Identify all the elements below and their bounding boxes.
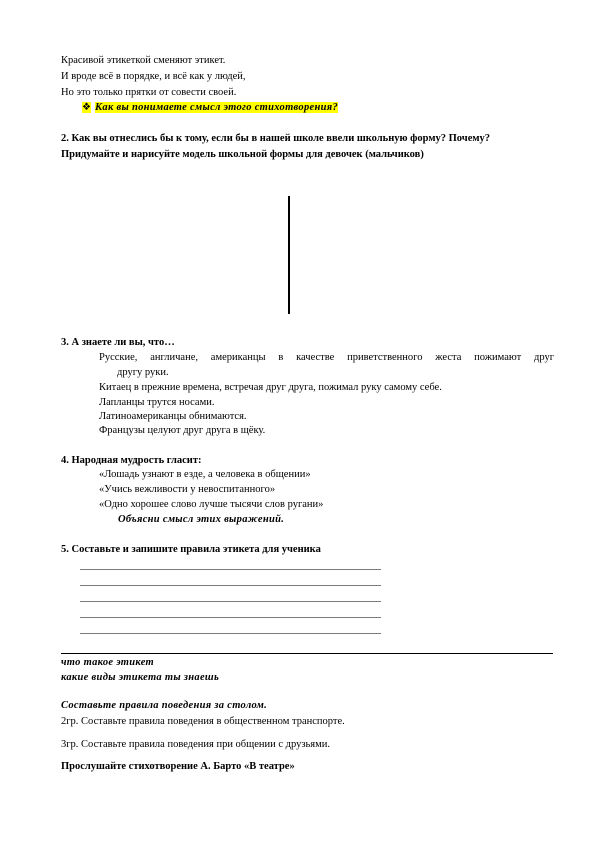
group-2-task: 2гр. Составьте правила поведения в общественном транспорте. xyxy=(61,716,345,727)
q4-title: 4. Народная мудрость гласит: xyxy=(61,455,202,466)
poem-line-3: Но это только прятки от совести своей. xyxy=(61,87,237,98)
poem-question xyxy=(82,102,338,114)
q3-fact-1b: другу руки. xyxy=(117,367,169,378)
answer-line-4[interactable] xyxy=(80,617,381,618)
q4-saying-3: «Одно хорошее слово лучше тысячи слов ругани» xyxy=(99,499,324,510)
answer-line-1[interactable] xyxy=(80,569,381,570)
final-instruction: Прослушайте стихотворение А. Барто «В театре» xyxy=(61,761,295,772)
q4-saying-1: «Лошадь узнают в езде, а человека в общении» xyxy=(99,469,311,480)
poem-question-text: Как вы понимаете смысл этого стихотворения? xyxy=(94,102,339,113)
poem-line-2: И вроде всё в порядке, и всё как у людей, xyxy=(61,71,246,82)
answer-line-5[interactable] xyxy=(80,633,381,634)
q4-task: Объясни смысл этих выражений. xyxy=(118,514,285,525)
answer-line-3[interactable] xyxy=(80,601,381,602)
q3-fact-1a: Русские, англичане, американцы в качестве приветственного жеста пожимают друг xyxy=(99,352,554,363)
answer-line-2[interactable] xyxy=(80,585,381,586)
q3-title: 3. А знаете ли вы, что… xyxy=(61,337,175,348)
q3-fact-4: Латиноамериканцы обнимаются. xyxy=(99,411,247,422)
q2-line-1: 2. Как вы отнеслись бы к тому, если бы в нашей школе ввели школьную форму? Почему? xyxy=(61,133,491,144)
diamond-bullet-icon: ❖ xyxy=(82,102,91,113)
group-3-task: 3гр. Составьте правила поведения при общении с друзьями. xyxy=(61,739,331,750)
section-divider xyxy=(61,653,553,654)
group-1-task: Составьте правила поведения за столом. xyxy=(61,700,268,711)
bottom-line-2: какие виды этикета ты знаешь xyxy=(61,672,220,683)
q3-fact-5: Французы целуют друг друга в щёку. xyxy=(99,425,266,436)
q4-saying-2: «Учись вежливости у невоспитанного» xyxy=(99,484,276,495)
q5-title: 5. Составьте и запишите правила этикета для ученика xyxy=(61,544,321,555)
bottom-line-1: что такое этикет xyxy=(61,657,155,668)
q2-line-2: Придумайте и нарисуйте модель школьной формы для девочек (мальчиков) xyxy=(61,149,424,160)
q3-fact-3: Лапланцы трутся носами. xyxy=(99,397,215,408)
q3-fact-2: Китаец в прежние времена, встречая друг друга, пожимал руку самому себе. xyxy=(99,382,442,393)
poem-line-1: Красивой этикеткой сменяют этикет. xyxy=(61,55,226,66)
drawing-divider xyxy=(288,196,290,314)
